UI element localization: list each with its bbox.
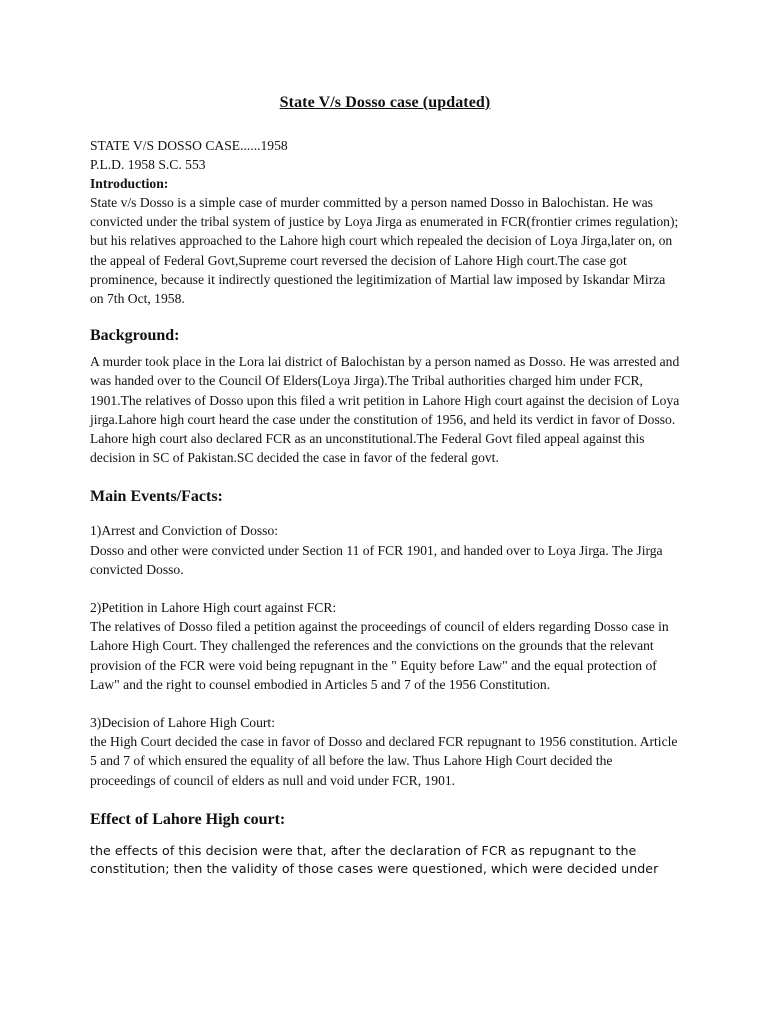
case-line: STATE V/S DOSSO CASE......1958 — [90, 138, 288, 153]
main-events-heading: Main Events/Facts: — [90, 488, 223, 506]
event-item — [90, 521, 680, 579]
event-text: Dosso and other were convicted under Section 11 of FCR 1901, and handed over to Loya Jirga. The Jirga convicted Dosso. — [90, 542, 663, 577]
introduction-text: State v/s Dosso is a simple case of murder committed by a person named Dosso in Balochistan. He was convicted under the tribal system of justice by Loya Jirga as enumerated in FCR(frontier crimes regulation); but his relatives approached to the Lahore high court which repealed the decision of Loya Jirga,later on, on the appeal of Federal Govt,Supreme court reversed the decision of Lahore High court.The case got prominence, because it indirectly questioned the legitimization of Martial law imposed by Iskandar Mirza on 7th Oct, 1958. — [90, 195, 679, 307]
document-page — [90, 94, 680, 879]
background-text: A murder took place in the Lora lai district of Balochistan by a person named as Dosso. He was arrested and was handed over to the Council Of Elders(Loya Jirga).The Tribal authorities charged him under FCR, 1901.The relatives of Dosso upon this filed a writ petition in Lahore High court against the decision of Loya jirga.Lahore high court heard the case under the constitution of 1956, and held its verdict in favor of Dosso. Lahore high court also declared FCR as an unconstitutional.The Federal Govt filed appeal against this decision in SC of Pakistan.SC decided the case in favor of the federal govt. — [90, 354, 680, 466]
events-list — [90, 521, 680, 789]
event-title: 3)Decision of Lahore High Court: — [90, 715, 275, 731]
event-item — [90, 598, 680, 694]
event-title: 1)Arrest and Conviction of Dosso: — [90, 523, 279, 539]
introduction-label: Introduction: — [90, 176, 169, 191]
citation: P.L.D. 1958 S.C. 553 — [90, 157, 206, 172]
event-text: The relatives of Dosso filed a petition against the proceedings of council of elders regarding Dosso case in Lahore High Court. They challenged the references and the convictions on the grounds that the relevant provision of the FCR were void being repugnant in the " Equity before Law" and the equal protection of Law" and the right to counsel embodied in Articles 5 and 7 of the 1956 Constitution. — [90, 619, 669, 692]
background-heading: Background: — [90, 327, 180, 345]
effect-text: the effects of this decision were that, after the declaration of FCR as repugnant to the constitution; then the validity of those cases were questioned, which were decided under — [90, 842, 659, 877]
event-title: 2)Petition in Lahore High court against FCR: — [90, 600, 337, 616]
event-item — [90, 713, 680, 790]
event-text: the High Court decided the case in favor of Dosso and declared FCR repugnant to 1956 constitution. Article 5 and 7 of which ensured the equality of all before the law. Thus Lahore High Court decided the proceedings of council of elders as null and void under FCR, 1901. — [90, 734, 678, 788]
document-title: State V/s Dosso case (updated) — [279, 94, 491, 111]
effect-heading: Effect of Lahore High court: — [90, 810, 286, 828]
